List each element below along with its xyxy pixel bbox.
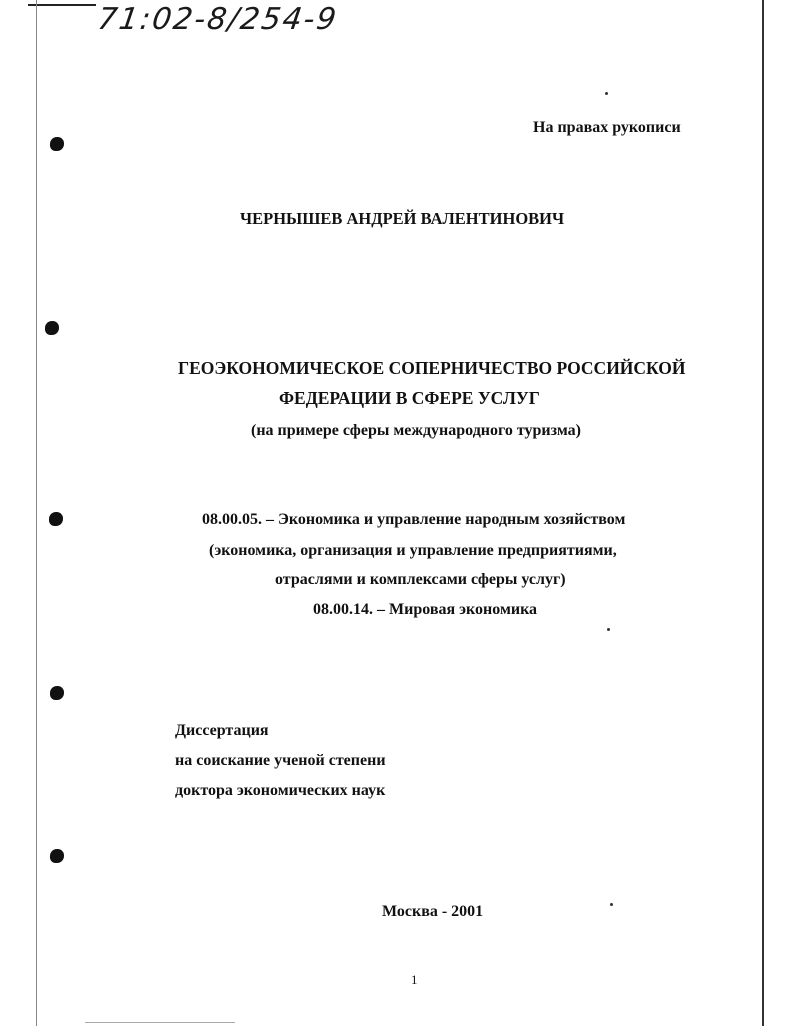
scan-speck [610,903,613,906]
degree-line-3: доктора экономических наук [175,782,386,799]
binding-hole-mark [50,137,64,151]
degree-line-1: Диссертация [175,722,269,739]
left-page-edge [36,0,37,1026]
title-line-1: ГЕОЭКОНОМИЧЕСКОЕ СОПЕРНИЧЕСТВО РОССИЙСКОЙ [178,358,686,378]
specialty-line-2: (экономика, организация и управление предприятиями, [209,542,617,559]
top-left-rule [28,4,96,6]
binding-hole-mark [45,321,59,335]
binding-hole-mark [50,686,64,700]
scan-speck [607,628,610,631]
author-name: ЧЕРНЫШЕВ АНДРЕЙ ВАЛЕНТИНОВИЧ [240,209,565,228]
rights-notice: На правах рукописи [533,119,681,136]
archive-code: 71:02-8/254-9 [95,2,341,37]
right-page-edge [762,0,764,1026]
binding-hole-mark [49,512,63,526]
title-subtitle: (на примере сферы международного туризма) [251,422,581,439]
specialty-line-4: 08.00.14. – Мировая экономика [313,601,538,618]
specialty-line-1: 08.00.05. – Экономика и управление народным хозяйством [202,511,626,528]
specialty-line-3: отраслями и комплексами сферы услуг) [275,571,566,588]
binding-hole-mark [50,849,64,863]
scan-speck [605,92,608,95]
place-and-year: Москва - 2001 [382,903,484,920]
bottom-rule [85,1022,235,1023]
title-line-2: ФЕДЕРАЦИИ В СФЕРЕ УСЛУГ [279,388,540,408]
degree-line-2: на соискание ученой степени [175,752,386,769]
page-number: 1 [411,972,418,987]
